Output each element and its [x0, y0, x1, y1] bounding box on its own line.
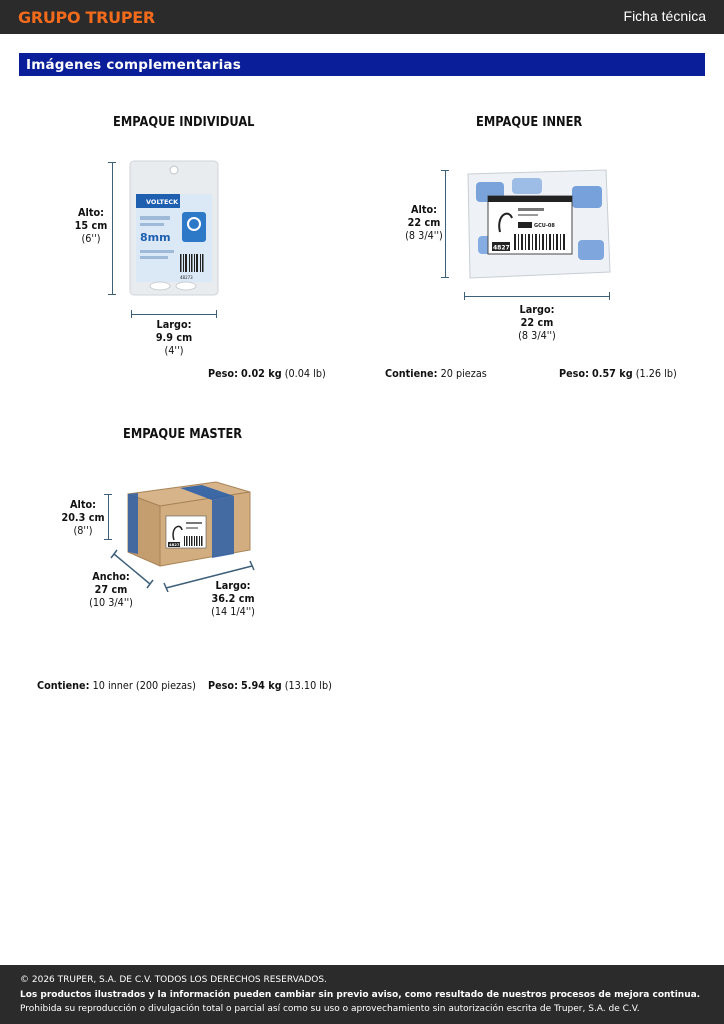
inner-peso: Peso: 0.57 kg (1.26 lb)	[559, 367, 677, 380]
master-largo: Largo: 36.2 cm (14 1/4'')	[211, 579, 255, 618]
footer-legal: Prohibida su reproducción o divulgación total o parcial así como su uso o aprovechamiento sin autorización escrita de Truper, S.A. de C.V.	[20, 1004, 640, 1014]
inner-contiene: Contiene: 20 piezas	[385, 367, 487, 380]
individual-package-model: 48273	[180, 275, 193, 280]
master-heading: EMPAQUE MASTER	[123, 427, 243, 442]
inner-largo: Largo: 22 cm (8 3/4'')	[518, 303, 556, 342]
doc-type-label: Ficha técnica	[623, 8, 706, 24]
individual-largo: Largo: 9.9 cm (4'')	[155, 318, 193, 357]
inner-length-line	[464, 296, 610, 297]
inner-alto: Alto: 22 cm (8 3/4'')	[405, 203, 443, 242]
master-height-line	[108, 494, 109, 540]
footer	[0, 965, 724, 1024]
inner-package-image	[462, 166, 612, 282]
individual-package-image	[128, 160, 220, 296]
individual-length-line	[131, 314, 217, 315]
master-peso: Peso: 5.94 kg (13.10 lb)	[208, 679, 332, 692]
section-title: Imágenes complementarias	[26, 57, 241, 73]
inner-heading: EMPAQUE INNER	[476, 115, 583, 130]
inner-package-code: GCU-08	[534, 223, 555, 229]
brand-logo: GRUPO TRUPER	[18, 8, 155, 27]
individual-heading: EMPAQUE INDIVIDUAL	[113, 115, 255, 130]
top-bar	[0, 0, 724, 34]
inner-package-model: 48273	[493, 244, 514, 252]
individual-package-size: 8mm	[140, 231, 171, 244]
individual-peso: Peso: 0.02 kg (0.04 lb)	[208, 367, 326, 380]
master-box-model: 48273	[169, 542, 183, 548]
footer-copyright: © 2026 TRUPER, S.A. DE C.V. TODOS LOS DERECHOS RESERVADOS.	[20, 975, 327, 985]
master-alto: Alto: 20.3 cm (8'')	[61, 498, 105, 537]
footer-notice: Los productos ilustrados y la información pueden cambiar sin previo aviso, como resultado de nuestros procesos de mejora continua.	[20, 990, 701, 1000]
individual-package-brand: VOLTECK	[146, 198, 179, 206]
master-contiene: Contiene: 10 inner (200 piezas)	[37, 679, 196, 692]
master-ancho: Ancho: 27 cm (10 3/4'')	[89, 570, 133, 609]
section-bar	[19, 53, 705, 76]
individual-alto: Alto: 15 cm (6'')	[74, 206, 108, 245]
